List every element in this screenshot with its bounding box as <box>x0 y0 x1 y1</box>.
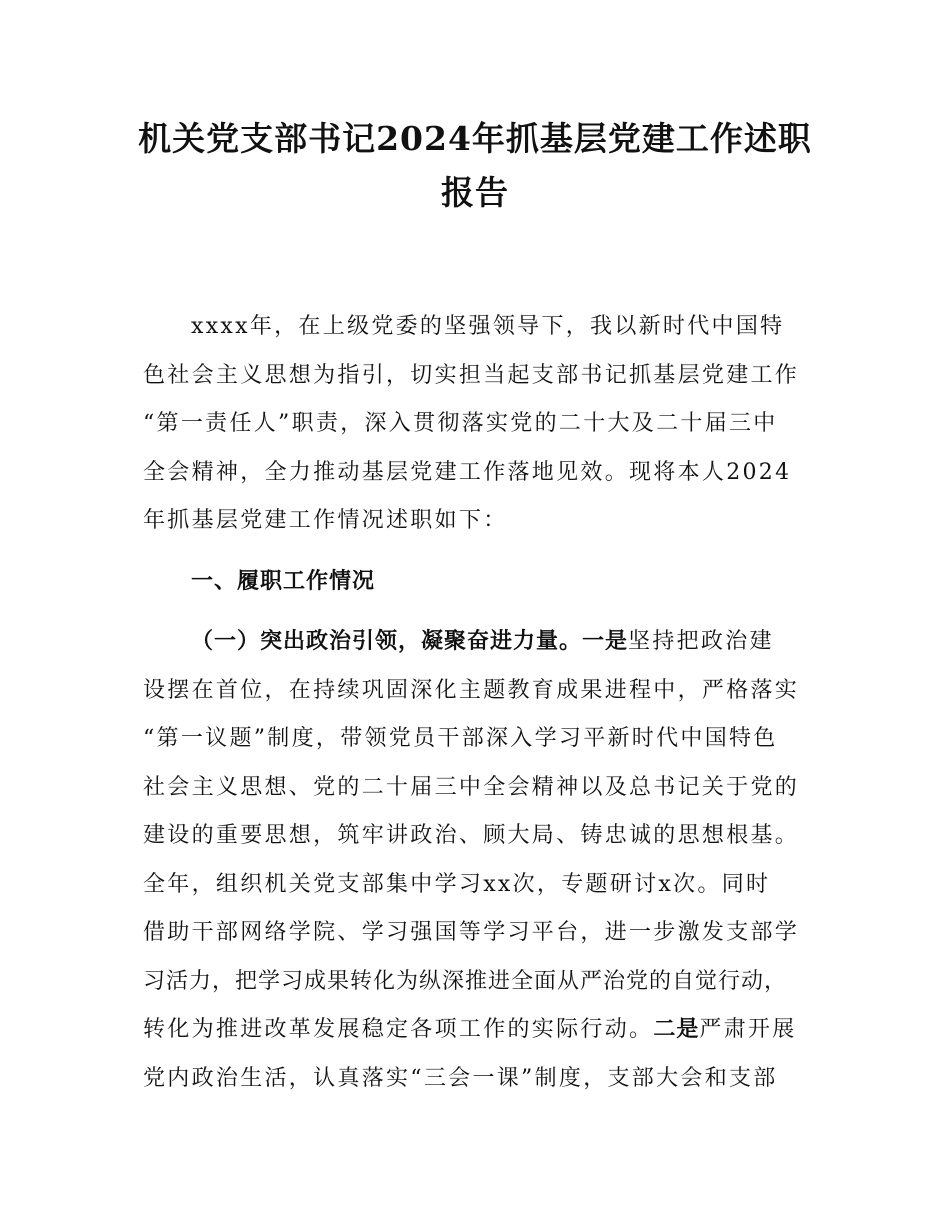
intro-line-4: 全会精神，全力推动基层党建工作落地见效。现将本人2024 <box>143 459 792 485</box>
paragraph-spacer <box>143 546 823 558</box>
intro-line-2: 色社会主义思想为指引，切实担当起支部书记抓基层党建工作 <box>143 362 800 388</box>
body-line-3: 社会主义思想、党的二十届三中全会精神以及总书记关于党的 <box>143 774 800 800</box>
document-title <box>120 112 830 220</box>
body-line-6: 借助干部网络学院、学习强国等学习平台，进一步激发支部学 <box>143 920 800 945</box>
paragraph-spacer <box>143 606 823 618</box>
intro-line-3: “第一责任人”职责，深入贯彻落实党的二十大及二十届三中 <box>143 411 778 436</box>
body-line-7: 习活力，把学习成果转化为纵深推进全面从严治党的自觉行动， <box>143 968 788 994</box>
point-2-start: 严肃开展 <box>699 1017 797 1042</box>
subsection-heading: （一）突出政治引领，凝聚奋进力量。 <box>191 629 583 654</box>
title-line-1: 机关党支部书记2024年抓基层党建工作述职 <box>138 119 812 158</box>
document-body <box>143 303 823 1103</box>
intro-line-1: xxxx年，在上级党委的坚强领导下，我以新时代中国特 <box>191 314 785 339</box>
body-line-2: “第一议题”制度，带领党员干部深入学习平新时代中国特色 <box>143 726 778 751</box>
intro-line-5: 年抓基层党建工作情况述职如下： <box>143 508 508 533</box>
body-line-8 <box>143 1006 823 1055</box>
body-line-9: 党内政治生活，认真落实“三会一课”制度，支部大会和支部 <box>143 1065 778 1091</box>
point-1-start: 坚持把政治建 <box>628 629 774 654</box>
body-line-1: 设摆在首位，在持续巩固深化主题教育成果进程中，严格落实 <box>143 677 800 703</box>
section-heading: 一、履职工作情况 <box>191 568 376 594</box>
point-1-label: 一是 <box>582 629 629 654</box>
point-2-preceding-text: 转化为推进改革发展稳定各项工作的实际行动。 <box>143 1017 654 1042</box>
point-2-label: 二是 <box>653 1017 700 1042</box>
title-line-2: 报告 <box>441 173 509 212</box>
body-line-5: 全年，组织机关党支部集中学习xx次，专题研讨x次。同时 <box>143 871 771 897</box>
body-line-4: 建设的重要思想，筑牢讲政治、顾大局、铸忠诚的思想根基。 <box>143 823 800 848</box>
subsection-first-line <box>143 618 823 667</box>
